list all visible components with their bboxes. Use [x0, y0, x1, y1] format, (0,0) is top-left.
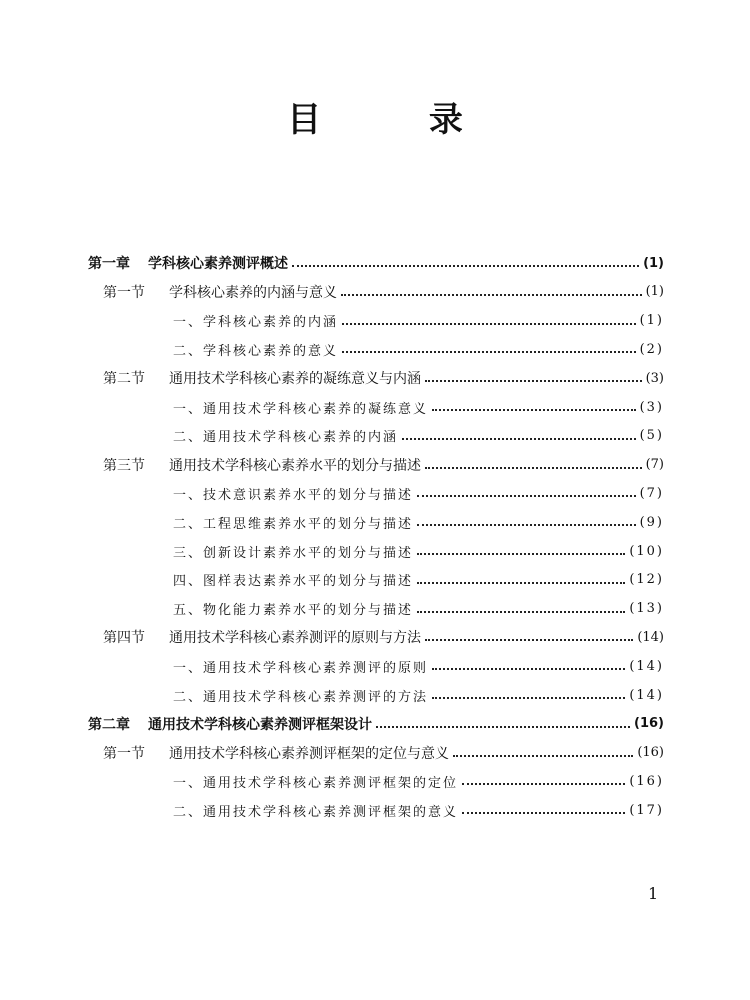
toc-entry-page-number: (14): [637, 629, 664, 645]
toc-entry-title: 通用技术学科核心素养测评框架的定位与意义: [169, 745, 449, 762]
toc-entry-page-number: (3): [639, 399, 664, 415]
toc-entry-section[interactable]: [103, 450, 664, 480]
dot-leader: [432, 654, 625, 670]
toc-entry-title: 二、通用技术学科核心素养测评框架的意义: [173, 804, 459, 820]
toc-entry-title: 通用技术学科核心素养水平的划分与描述: [169, 457, 421, 474]
toc-entry-sub[interactable]: [173, 594, 664, 624]
toc-entry-sub[interactable]: [173, 478, 664, 508]
toc-entry-page-number: (7): [645, 457, 664, 473]
dot-leader: [417, 597, 625, 613]
toc-entry-sub[interactable]: [173, 334, 664, 364]
toc-entry-sub[interactable]: [173, 421, 664, 451]
dot-leader: [342, 337, 636, 353]
toc-entry-number: 第三节: [103, 457, 145, 474]
dot-leader: [425, 625, 633, 641]
toc-entry-number: 第二章: [88, 716, 130, 733]
toc-entry-page-number: (5): [639, 428, 664, 444]
toc-entry-page-number: (16): [634, 716, 664, 732]
toc-entry-page-number: (12): [629, 572, 664, 588]
toc-entry-chapter[interactable]: [88, 709, 664, 739]
dot-leader: [376, 712, 630, 728]
toc-entry-page-number: (1): [639, 313, 664, 329]
toc-entry-number: 第四节: [103, 630, 145, 647]
toc-entry-section[interactable]: [103, 622, 664, 652]
toc-entry-section[interactable]: [103, 277, 664, 307]
toc-entry-section[interactable]: [103, 363, 664, 393]
dot-leader: [417, 568, 625, 584]
toc-entry-sub[interactable]: [173, 795, 664, 825]
toc-entry-page-number: (7): [639, 485, 664, 501]
toc-entry-page-number: (13): [629, 601, 664, 617]
toc-entry-title: 学科核心素养的内涵与意义: [169, 284, 337, 301]
footer-page-number: 1: [648, 884, 659, 903]
toc-entry-page-number: (16): [637, 745, 664, 761]
dot-leader: [417, 481, 636, 497]
toc-entry-number: 第一章: [88, 256, 130, 272]
dot-leader: [432, 683, 625, 699]
dot-leader: [292, 251, 639, 267]
toc-entry-title: 五、物化能力素养水平的划分与描述: [173, 603, 414, 619]
toc-entry-page-number: (10): [629, 543, 664, 559]
toc-entry-page-number: (1): [645, 284, 664, 300]
toc-entry-sub[interactable]: [173, 536, 664, 566]
toc-entry-sub[interactable]: [173, 392, 664, 422]
toc-entry-title: 三、创新设计素养水平的划分与描述: [173, 545, 414, 561]
toc-entry-title: 一、学科核心素养的内涵: [173, 315, 339, 331]
toc-entry-sub[interactable]: [173, 680, 664, 710]
toc-entry-title: 通用技术学科核心素养测评的原则与方法: [169, 630, 421, 647]
toc-entry-title: 二、通用技术学科核心素养测评的方法: [173, 689, 429, 705]
toc-entry-sub[interactable]: [173, 651, 664, 681]
toc-entry-number: 第一节: [103, 284, 145, 301]
dot-leader: [402, 424, 636, 440]
toc-entry-title: 学科核心素养测评概述: [148, 256, 288, 272]
toc-entry-number: 第一节: [103, 745, 145, 762]
dot-leader: [425, 366, 642, 382]
dot-leader: [425, 453, 642, 469]
toc-entry-sub[interactable]: [173, 306, 664, 336]
page-title: 目 录: [287, 100, 511, 140]
toc-entry-sub[interactable]: [173, 766, 664, 796]
dot-leader: [342, 309, 636, 325]
toc-entry-page-number: (3): [645, 370, 664, 386]
toc-entry-page-number: (16): [629, 773, 664, 789]
toc-entry-page-number: (2): [639, 341, 664, 357]
dot-leader: [417, 510, 636, 526]
toc-entry-page-number: (14): [629, 687, 664, 703]
toc-entry-title: 二、通用技术学科核心素养的内涵: [173, 430, 399, 446]
toc-entry-title: 通用技术学科核心素养测评框架设计: [148, 716, 372, 733]
toc-entry-title: 一、通用技术学科核心素养测评框架的定位: [173, 775, 459, 791]
toc-entry-sub[interactable]: [173, 565, 664, 595]
toc-entry-page-number: (17): [629, 802, 664, 818]
toc-entry-title: 四、图样表达素养水平的划分与描述: [173, 574, 414, 590]
dot-leader: [462, 769, 625, 785]
toc-entry-title: 通用技术学科核心素养的凝练意义与内涵: [169, 371, 421, 388]
toc-entry-title: 一、通用技术学科核心素养测评的原则: [173, 660, 429, 676]
toc-entry-chapter[interactable]: [88, 248, 664, 278]
toc-entry-page-number: (14): [629, 658, 664, 674]
dot-leader: [432, 395, 636, 411]
toc-entry-number: 第二节: [103, 371, 145, 388]
dot-leader: [417, 539, 625, 555]
dot-leader: [341, 280, 642, 296]
dot-leader: [453, 741, 633, 757]
toc-entry-title: 一、通用技术学科核心素养的凝练意义: [173, 401, 429, 417]
toc-entry-title: 二、学科核心素养的意义: [173, 343, 339, 359]
dot-leader: [462, 798, 625, 814]
toc-entry-title: 二、工程思维素养水平的划分与描述: [173, 516, 414, 532]
toc-entry-page-number: (9): [639, 514, 664, 530]
toc-entry-page-number: (1): [643, 255, 664, 271]
toc-entry-section[interactable]: [103, 738, 664, 768]
toc-entry-title: 一、技术意识素养水平的划分与描述: [173, 487, 414, 503]
toc-entry-sub[interactable]: [173, 507, 664, 537]
